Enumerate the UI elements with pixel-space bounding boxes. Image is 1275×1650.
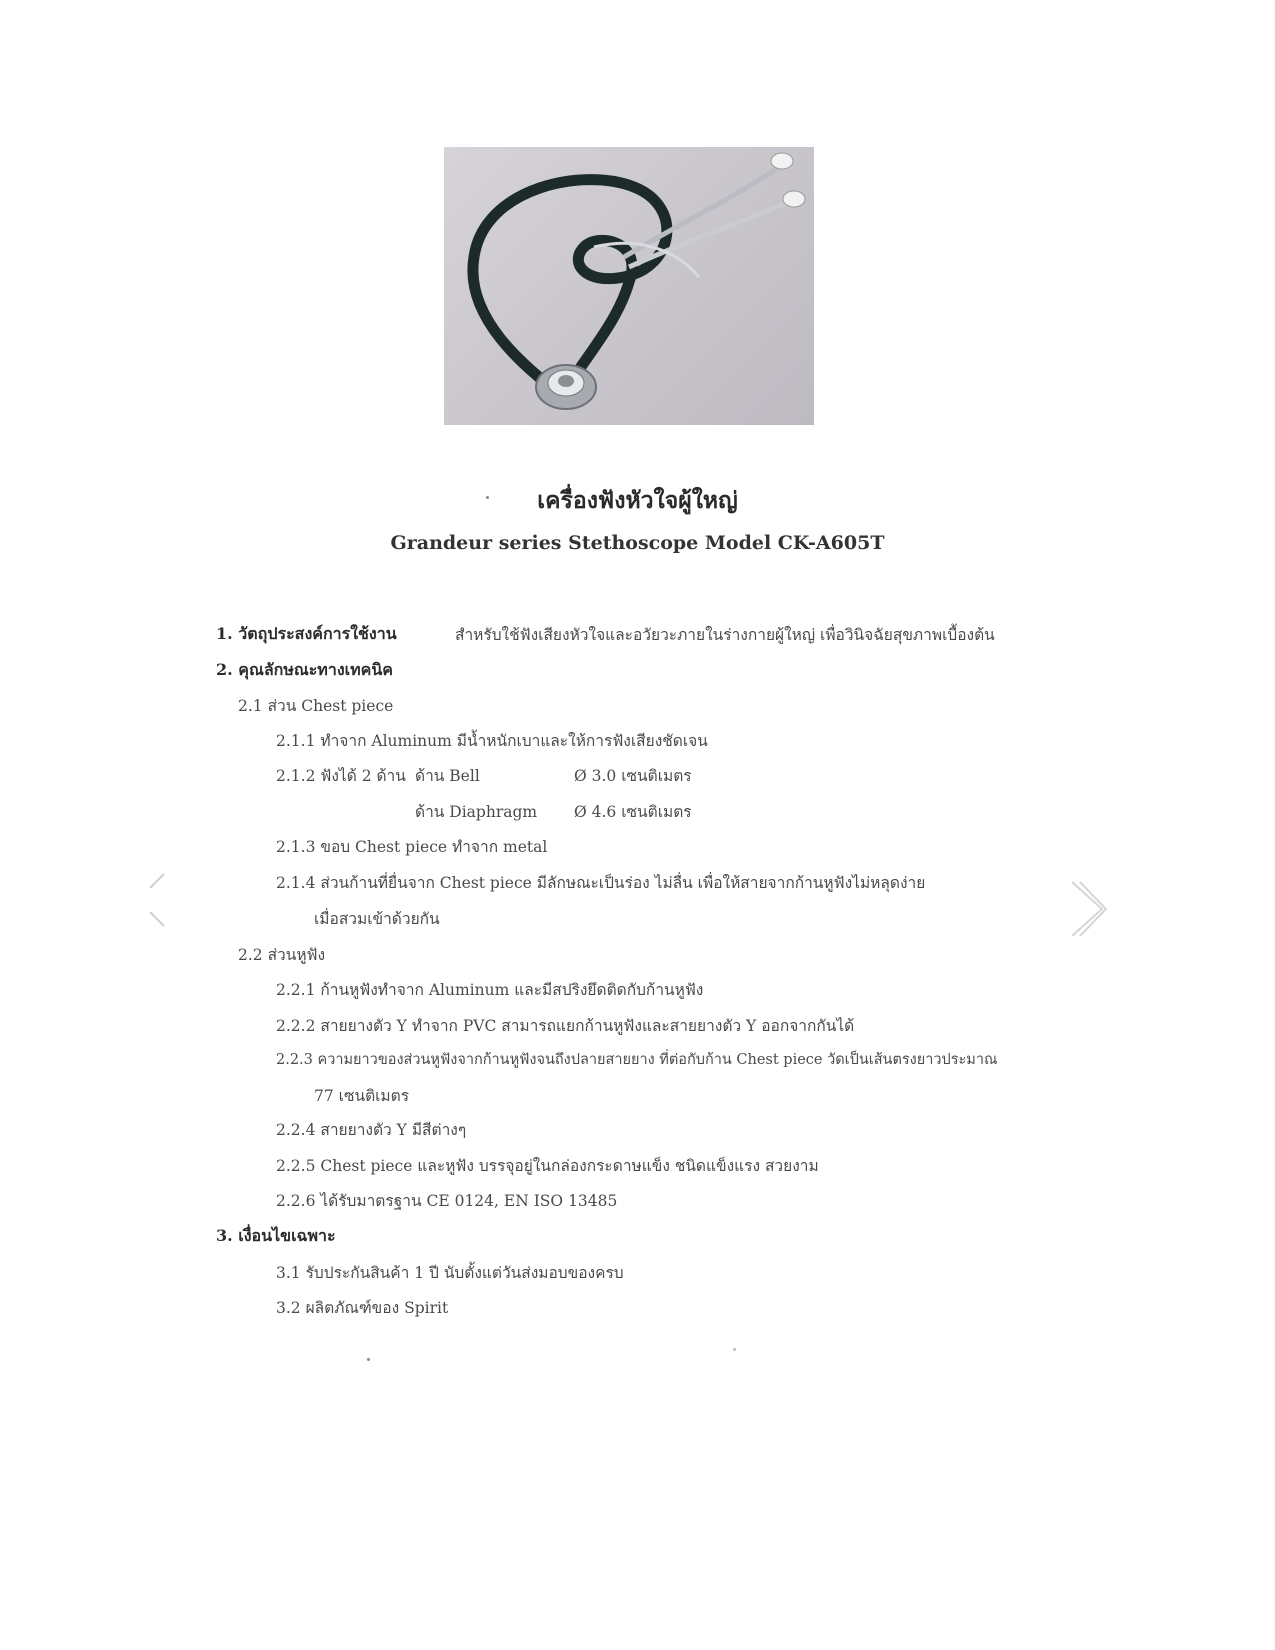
product-title-english: Grandeur series Stethoscope Model CK-A605T xyxy=(390,532,885,554)
item-2-1-1: 2.1.1 ทำจาก Aluminum มีน้ำหนักเบาและให้การฟังเสียงชัดเจน xyxy=(276,732,708,750)
item-2-2-2: 2.2.2 สายยางตัว Y ทำจาก PVC สามารถแยกก้านหูฟังและสายยางตัว Y ออกจากกันได้ xyxy=(276,1017,855,1035)
product-photo xyxy=(444,147,814,425)
stethoscope-image xyxy=(444,147,814,425)
diaphragm-label: ด้าน Diaphragm xyxy=(415,803,538,821)
diaphragm-value: Ø 4.6 เซนติเมตร xyxy=(574,803,692,821)
scan-speck xyxy=(733,1348,736,1351)
item-2-1-4-line1: 2.1.4 ส่วนก้านที่ยื่นจาก Chest piece มีลักษณะเป็นร่อง ไม่ลื่น เพื่อให้สายจากก้านหูฟังไม่หลุดง่าย xyxy=(276,874,926,892)
section-1-heading: 1. วัตถุประสงค์การใช้งาน xyxy=(216,624,397,643)
section-1-text: สำหรับใช้ฟังเสียงหัวใจและอวัยวะภายในร่างกายผู้ใหญ่ เพื่อวินิจฉัยสุขภาพเบื้องต้น xyxy=(455,626,995,644)
section-2-heading: 2. คุณลักษณะทางเทคนิค xyxy=(216,660,393,679)
scan-speck xyxy=(367,1358,370,1361)
item-2-1-2-prefix: 2.1.2 ฟังได้ 2 ด้าน xyxy=(276,767,406,785)
chevron-right-icon[interactable] xyxy=(1068,878,1108,949)
item-2-1-4-line2: เมื่อสวมเข้าด้วยกัน xyxy=(314,910,440,928)
section-2-1-label: 2.1 ส่วน Chest piece xyxy=(238,697,394,715)
item-2-2-4: 2.2.4 สายยางตัว Y มีสีต่างๆ xyxy=(276,1121,467,1139)
item-3-1: 3.1 รับประกันสินค้า 1 ปี นับตั้งแต่วันส่งมอบของครบ xyxy=(276,1264,624,1282)
item-2-2-3-line1: 2.2.3 ความยาวของส่วนหูฟังจากก้านหูฟังจนถึงปลายสายยาง ที่ต่อกับก้าน Chest piece วัดเป็นเส้นตรงยาวประมาณ xyxy=(276,1052,998,1068)
item-2-2-5: 2.2.5 Chest piece และหูฟัง บรรจุอยู่ในกล่องกระดาษแข็ง ชนิดแข็งแรง สวยงาม xyxy=(276,1157,819,1175)
section-2-2-label: 2.2 ส่วนหูฟัง xyxy=(238,946,326,964)
item-3-2: 3.2 ผลิตภัณฑ์ของ Spirit xyxy=(276,1299,449,1317)
bell-label: ด้าน Bell xyxy=(415,767,480,785)
item-2-2-6: 2.2.6 ได้รับมาตรฐาน CE 0124, EN ISO 13485 xyxy=(276,1192,618,1210)
item-2-1-3: 2.1.3 ขอบ Chest piece ทำจาก metal xyxy=(276,838,548,856)
section-3-heading: 3. เงื่อนไขเฉพาะ xyxy=(216,1226,336,1245)
scan-speck xyxy=(486,496,489,499)
item-2-2-3-line2: 77 เซนติเมตร xyxy=(314,1087,410,1105)
chevron-left-icon[interactable] xyxy=(146,870,168,939)
bell-value: Ø 3.0 เซนติเมตร xyxy=(574,767,692,785)
product-title-thai: เครื่องฟังหัวใจผู้ใหญ่ xyxy=(537,487,738,514)
item-2-2-1: 2.2.1 ก้านหูฟังทำจาก Aluminum และมีสปริงยึดติดกับก้านหูฟัง xyxy=(276,981,704,999)
